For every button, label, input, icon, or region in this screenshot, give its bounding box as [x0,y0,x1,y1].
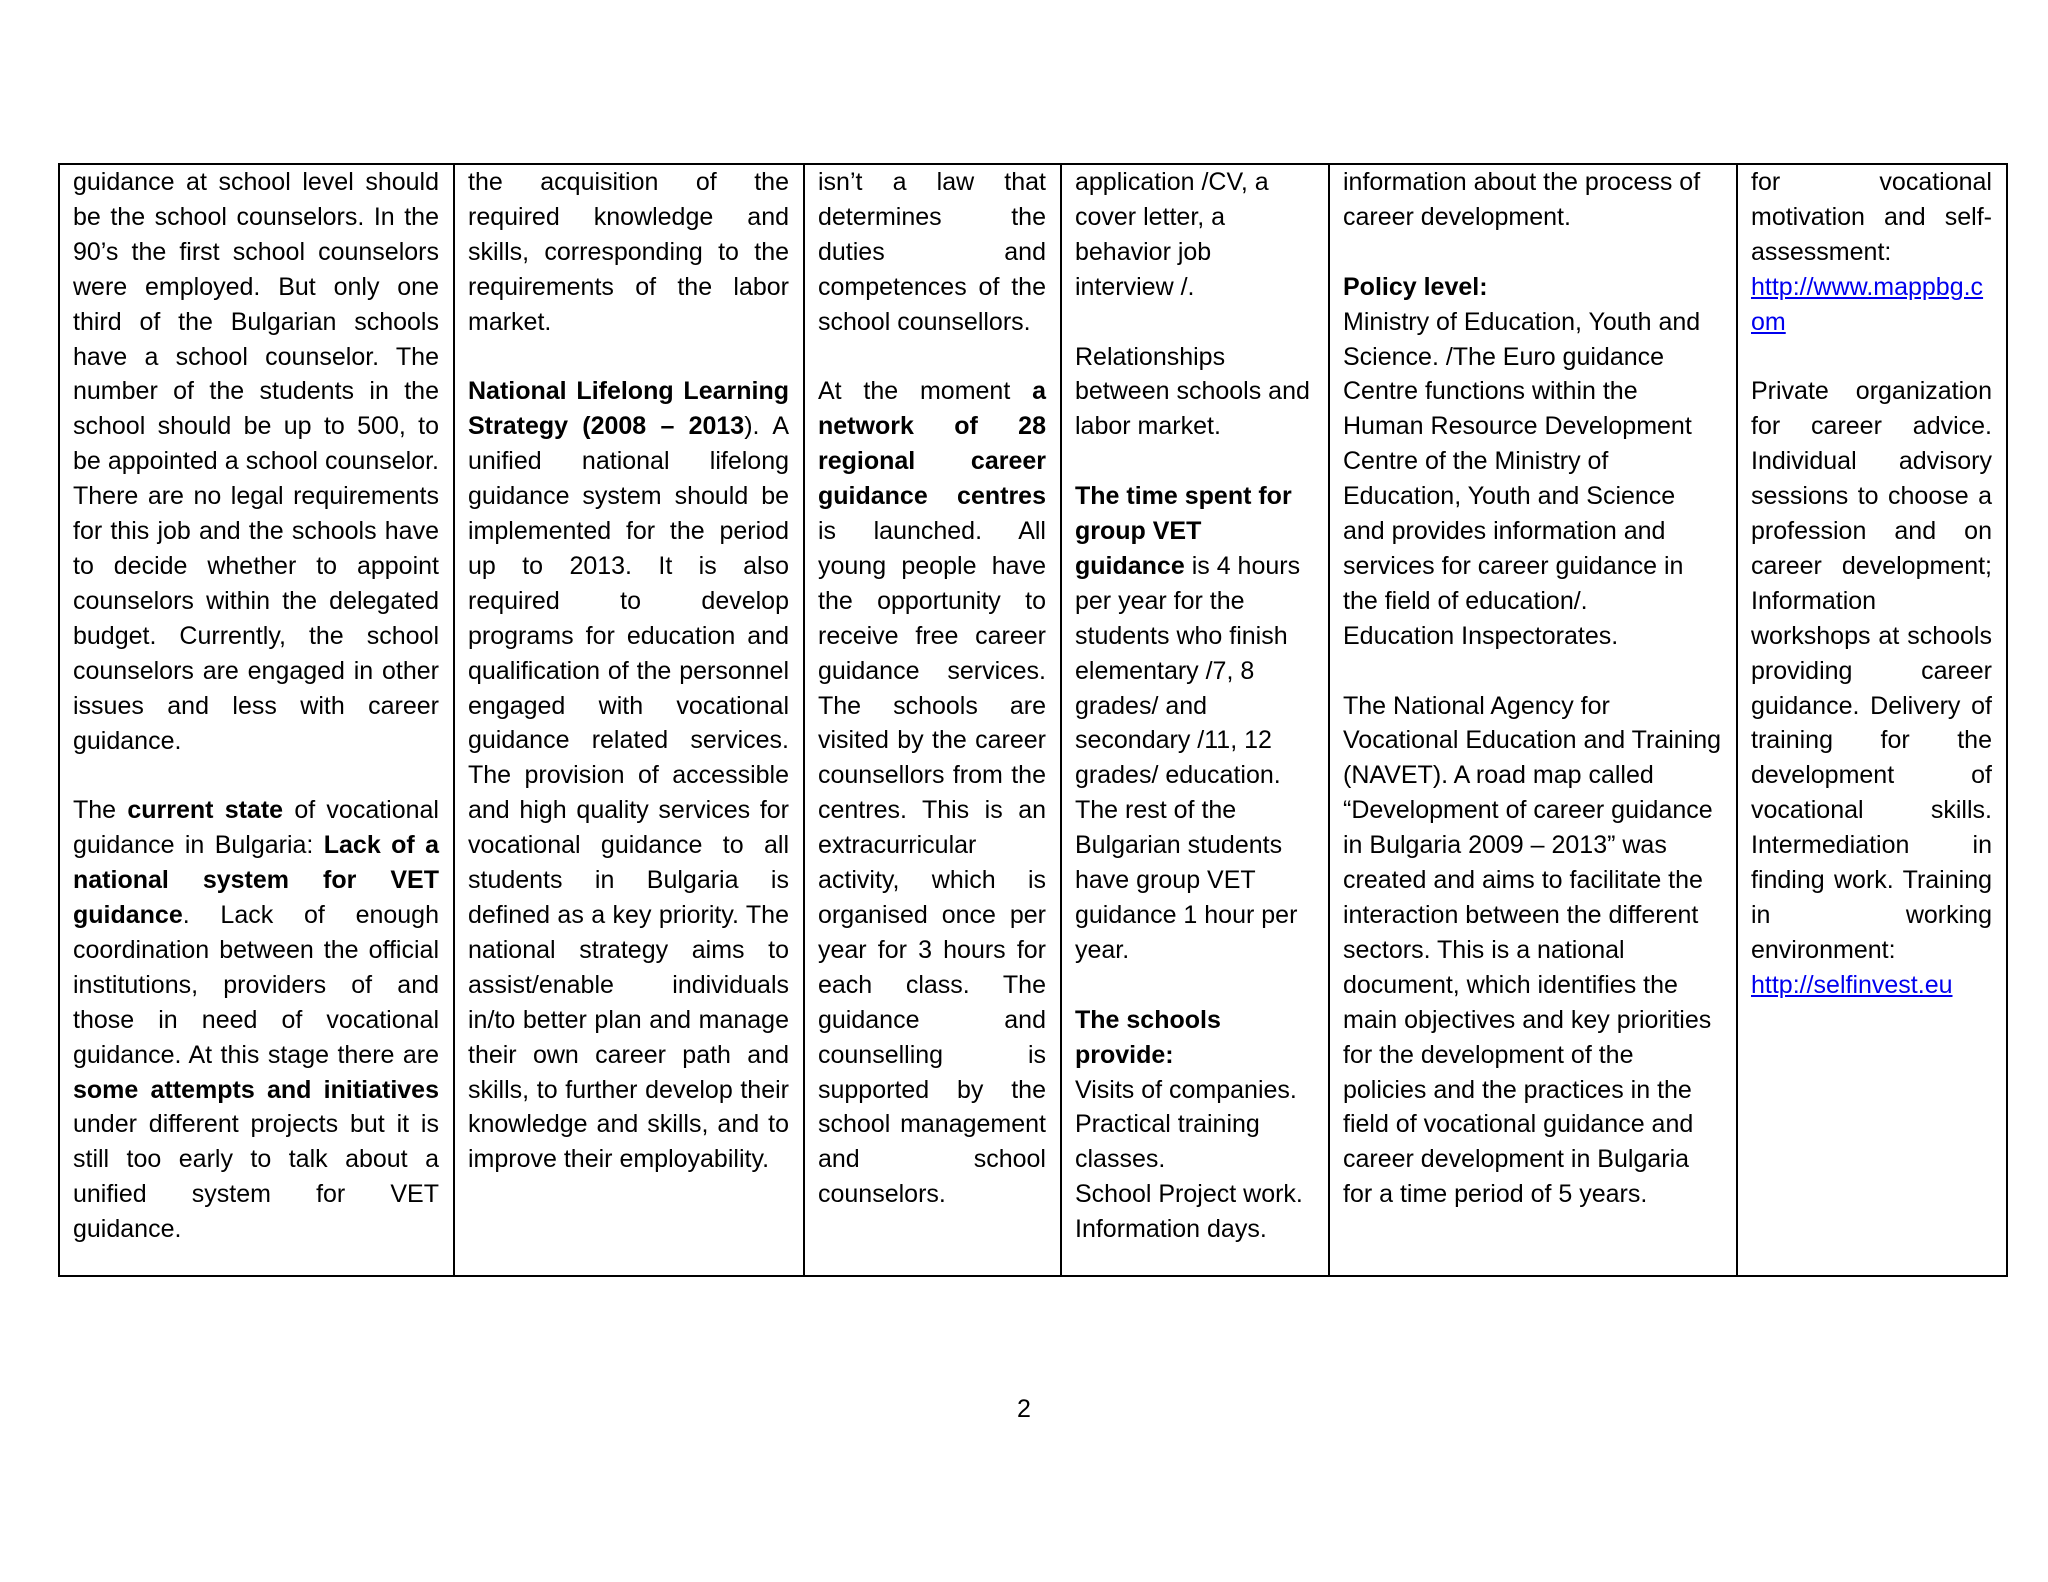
table-cell-col5 [1329,164,1737,1276]
policy-level-heading: Policy level: [1343,272,1488,301]
col6-paragraph-1: for vocational motivation and self-assessment: [1751,168,1992,266]
col4-paragraph-1: application /CV, a cover letter, a behavior job interview /. [1075,168,1269,301]
guidance-table [58,163,2008,1277]
list-item: School Project work. [1075,1180,1303,1209]
table-cell-col6 [1737,164,2007,1276]
selfinvest-link[interactable]: http://selfinvest.eu [1751,970,1953,999]
schools-provide-heading: The schools provide: [1075,1005,1221,1069]
col2-paragraph-1: the acquisition of the required knowledge and skills, corresponding to the requirements of the labor market. [468,168,789,336]
list-item: Visits of companies. [1075,1075,1297,1104]
col3-paragraph-1: isn’t a law that determines the duties and competences of the school counsellors. [818,168,1046,336]
col1-paragraph-1: guidance at school level should be the school counselors. In the 90’s the first school counselors were employed. But only one third of the Bulgarian schools have a school counselor. The number of the students in the school should be up to 500, to be appointed a school counselor. There are no legal requirements for this job and the schools have to decide whether to appoint counselors within the delegated budget. Currently, the school counselors are engaged in other issues and less with career guidance. [73,168,439,755]
col4-paragraph-3: The time spent for group VET guidance is 4 hours per year for the students who finish elementary /7, 8 grades/ and secondary /11, 12 grades/ education. The rest of the Bulgarian students have group VET guidance 1 hour per year. [1075,482,1301,964]
col3-paragraph-2: At the moment a network of 28 regional career guidance centres is launched. All young people have the opportunity to receive free career guidance services. The schools are visited by the career counsellors from the centres. This is an extracurricular activity, which is organised once per year for 3 hours for each class. The guidance and counselling is supported by the school management and school counselors. [818,377,1046,1209]
table-row [59,164,2007,1276]
table-cell-col2 [454,164,804,1276]
page-number: 2 [1017,1395,1031,1423]
table-cell-col3 [804,164,1061,1276]
list-item: Practical training classes. [1075,1110,1260,1174]
table-cell-col1 [59,164,454,1276]
col2-paragraph-2: National Lifelong Learning Strategy (2008 – 2013). A unified national lifelong guidance system should be implemented for the period up to 2013. It is also required to develop programs for education and qualification of the personnel engaged with vocational guidance related services. The provision of accessible and high quality services for vocational guidance to all students in Bulgaria is defined as a key priority. The national strategy aims to assist/enable individuals in/to better plan and manage their own career path and skills, to further develop their knowledge and skills, and to improve their employability. [468,377,790,1174]
col1-paragraph-2: The current state of vocational guidance in Bulgaria: Lack of a national system for VET guidance. Lack of enough coordination between the official institutions, providers of and those in need of vocational guidance. At this stage there are some attempts and initiatives under different projects but it is still too early to talk about a unified system for VET guidance. [73,796,439,1244]
col5-paragraph-1: information about the process of career development. [1343,168,1701,231]
col5-paragraph-2: Policy level: Ministry of Education, Youth and Science. /The Euro guidance Centre functions within the Human Resource Development Centre of the Ministry of Education, Youth and Science and provides information and services for career guidance in the field of education/. Education Inspectorates. [1343,270,1722,654]
list-item: Information days. [1075,1215,1267,1244]
col6-paragraph-2: Private organization for career advice. Individual advisory sessions to choose a profession and on career development; Information workshops at schools providing career guidance. Delivery of training for the development of vocational skills. Intermediation in finding work. Training in working environment: [1751,377,1992,964]
table-cell-col4 [1061,164,1329,1276]
mappbg-link[interactable]: http://www.mappbg.com [1751,272,1984,336]
col4-paragraph-4 [1075,1003,1314,1247]
col4-paragraph-2: Relationships between schools and labor market. [1075,342,1310,441]
col5-paragraph-3: The National Agency for Vocational Education and Training (NAVET). A road map called “Development of career guidance in Bulgaria 2009 – 2013” was created and aims to facilitate the interaction between the different sectors. This is a national document, which identifies the main objectives and key priorities for the development of the policies and the practices in the field of vocational guidance and career development in Bulgaria for a time period of 5 years. [1343,691,1722,1209]
